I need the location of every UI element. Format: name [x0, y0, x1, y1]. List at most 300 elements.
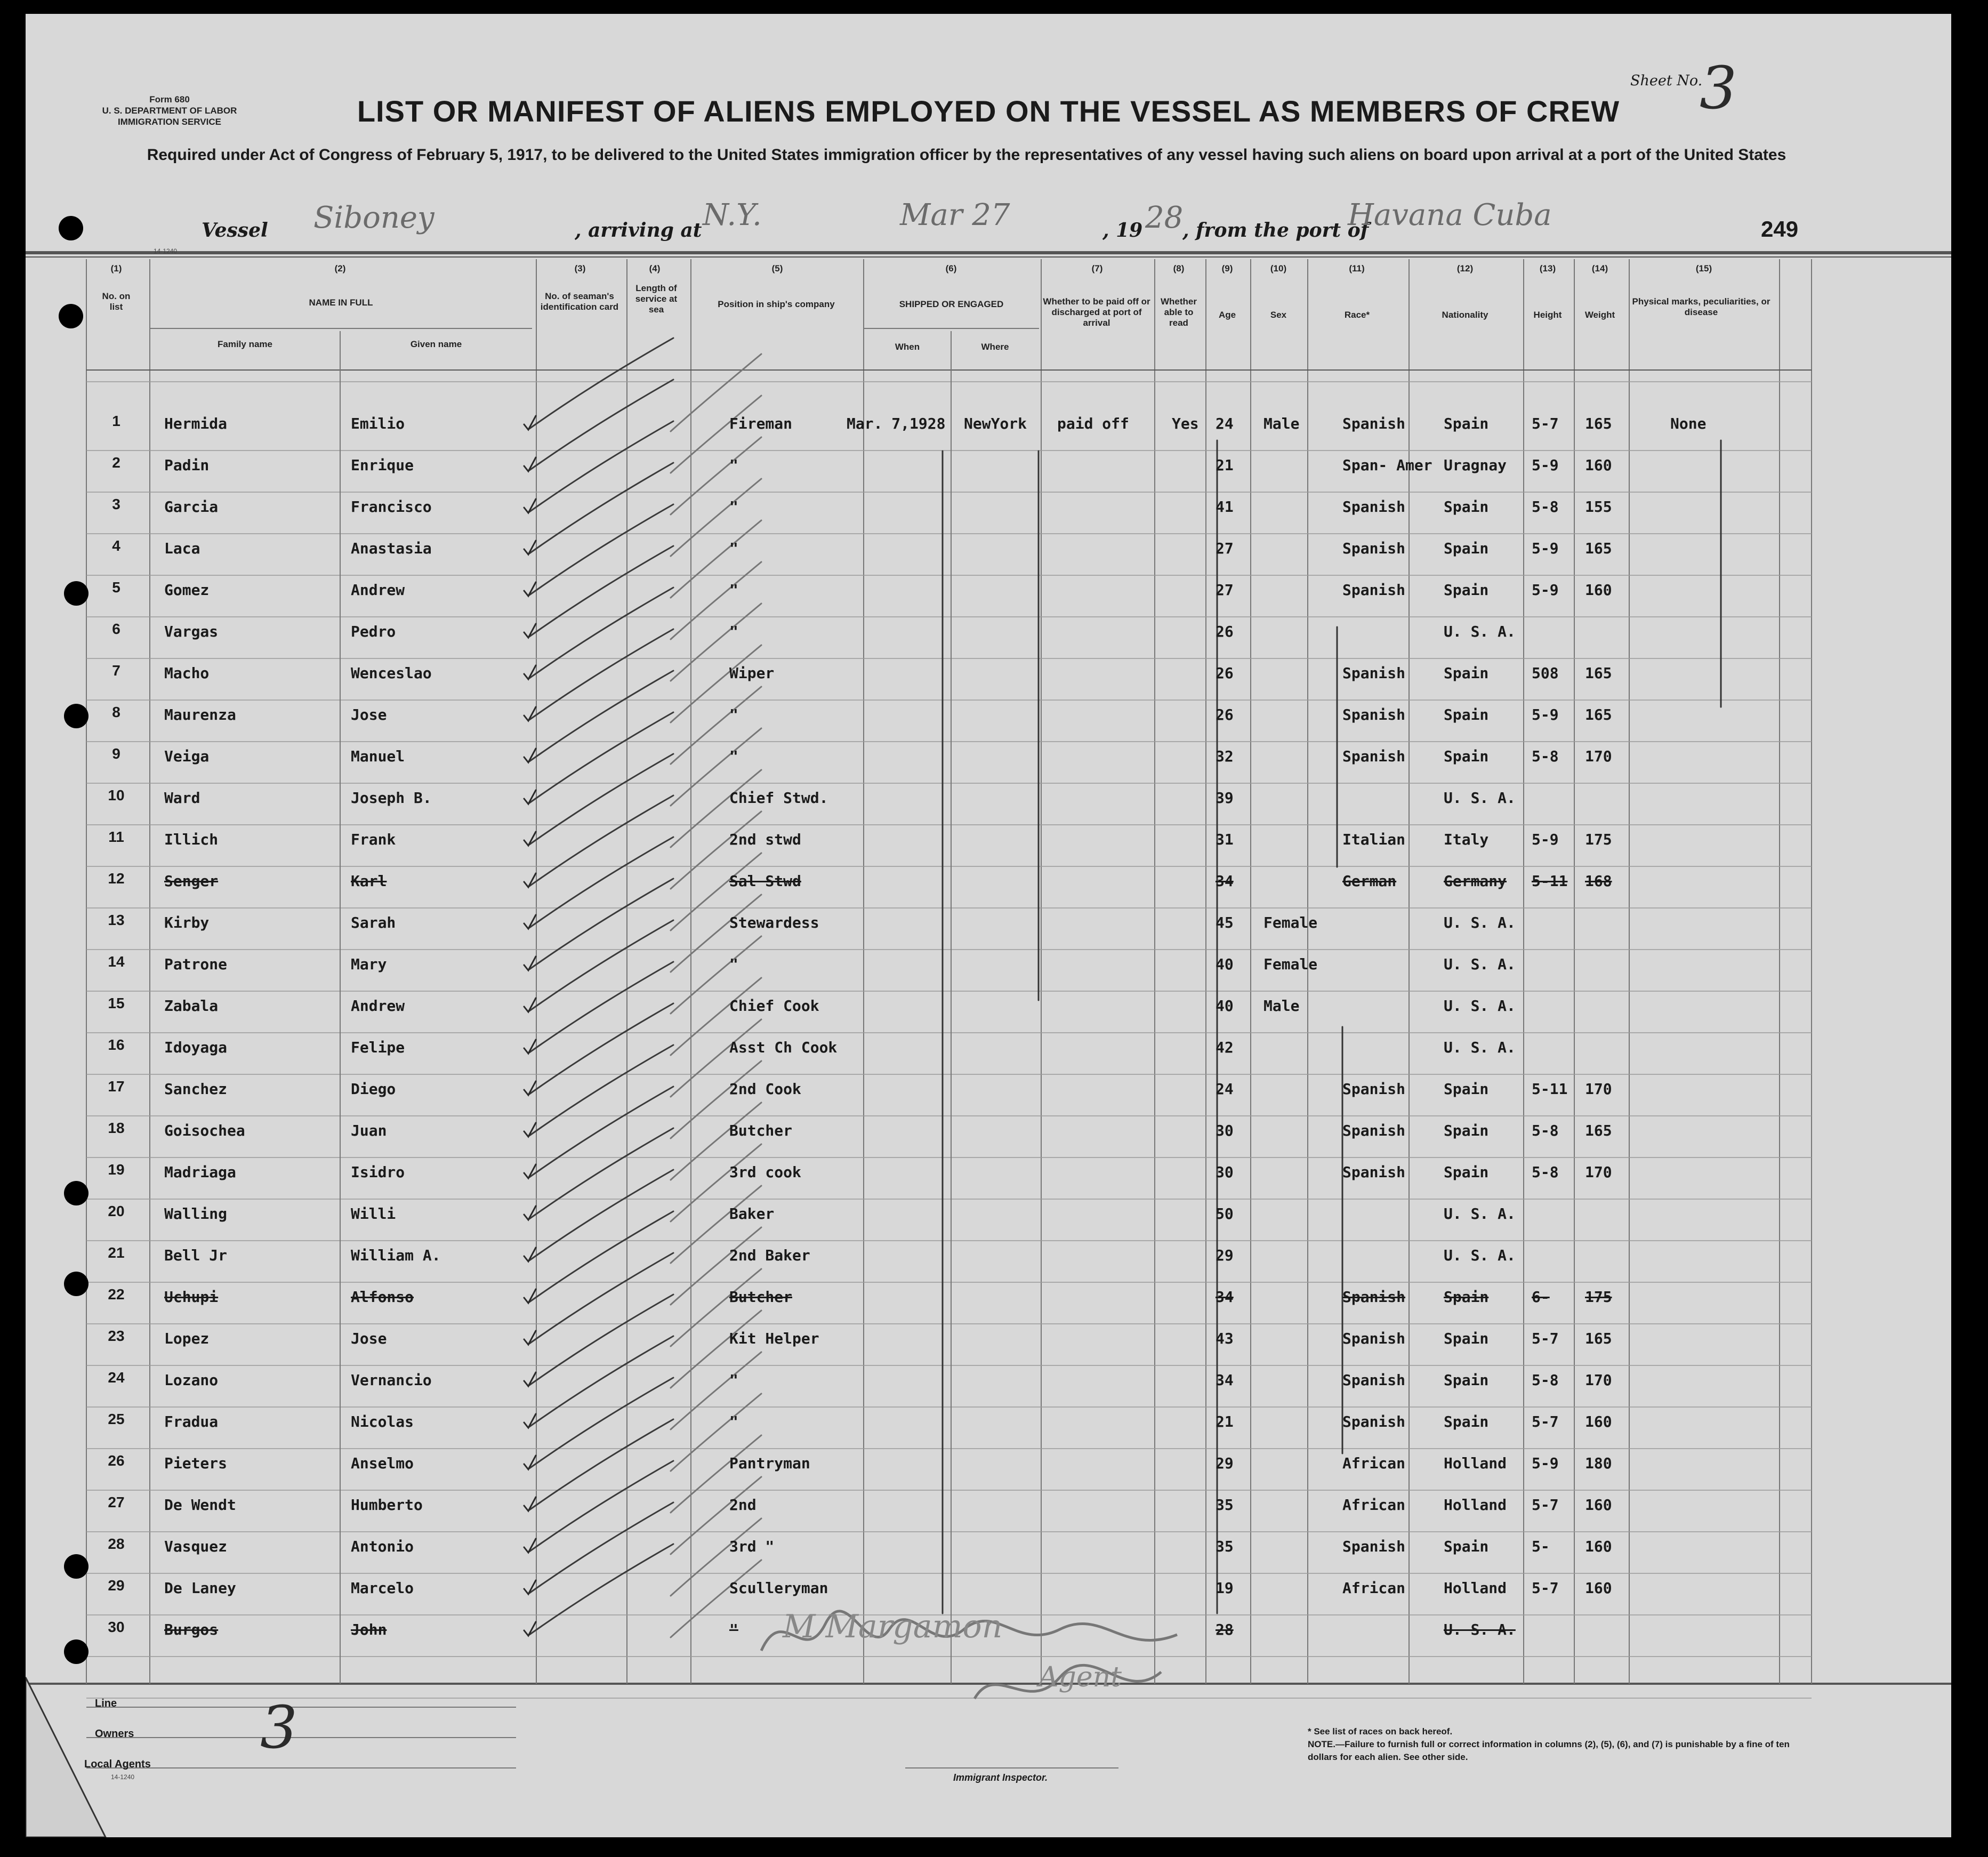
pencil-stroke — [671, 396, 761, 473]
cell-given-name: Wenceslao — [351, 664, 432, 682]
cell-race: Spanish — [1342, 1288, 1406, 1306]
pencil-stroke — [671, 520, 761, 598]
cell-height: 5-9 — [1532, 456, 1559, 474]
pencil-stroke — [671, 687, 761, 764]
cell-nationality: Spain — [1444, 1163, 1489, 1181]
cell-given-name: Mary — [351, 955, 387, 973]
check-mark — [524, 582, 536, 596]
cell-given-name: Andrew — [351, 997, 405, 1015]
row-number: 16 — [108, 1036, 125, 1053]
cell-nationality: U. S. A. — [1444, 623, 1516, 640]
cell-race: Spanish — [1342, 1413, 1406, 1430]
cell-position: 2nd stwd — [729, 831, 801, 848]
header-seaman-card: No. of seaman's identification card — [540, 291, 619, 312]
cell-given-name: Francisco — [351, 498, 432, 516]
cell-family-name: Vargas — [164, 623, 219, 640]
cell-nationality: Uragnay — [1444, 456, 1507, 474]
cell-age: 24 — [1216, 415, 1234, 432]
cell-position: Sal Stwd — [729, 872, 801, 890]
cell-position: Pantryman — [729, 1454, 810, 1472]
check-mark — [524, 1580, 536, 1594]
cell-height: 5-9 — [1532, 706, 1559, 723]
row-number: 21 — [108, 1244, 125, 1261]
row-number: 10 — [108, 787, 125, 803]
check-mark — [524, 832, 536, 846]
cell-family-name: Burgos — [164, 1621, 219, 1638]
row-number: 8 — [112, 704, 120, 720]
check-mark — [524, 790, 536, 804]
pencil-stroke — [671, 645, 761, 722]
check-mark — [524, 1539, 536, 1553]
cell-race: Spanish — [1342, 706, 1406, 723]
cell-age: 34 — [1216, 1371, 1234, 1389]
cell-age: 42 — [1216, 1039, 1234, 1056]
cell-given-name: Frank — [351, 831, 396, 848]
cell-given-name: Enrique — [351, 456, 414, 474]
cell-given-name: Isidro — [351, 1163, 405, 1181]
cell-family-name: Laca — [164, 540, 200, 557]
agent-signature-title: Agent — [1039, 1661, 1122, 1693]
pencil-stroke — [529, 463, 673, 553]
cell-given-name: Humberto — [351, 1496, 423, 1514]
cell-nationality: U. S. A. — [1444, 997, 1516, 1015]
cell-age: 31 — [1216, 831, 1234, 848]
check-mark — [524, 1123, 536, 1137]
cell-given-name: William A. — [351, 1247, 441, 1264]
cell-age: 45 — [1216, 914, 1234, 931]
row-number: 4 — [112, 537, 120, 554]
note-text: —Failure to furnish full or correct information in columns (2), (5), (6), and (7) is punishable by a fine of ten dollars for each alien. See other side. — [1308, 1739, 1790, 1762]
check-mark — [524, 873, 536, 887]
vessel-label: Vessel — [202, 219, 268, 242]
cell-age: 30 — [1216, 1122, 1234, 1139]
punch-hole — [64, 1181, 88, 1205]
immigrant-inspector-label: Immigrant Inspector. — [953, 1772, 1048, 1783]
column-number: (5) — [771, 263, 783, 274]
punch-hole — [59, 216, 83, 240]
cell-nationality: Spain — [1444, 498, 1489, 516]
header-age: Age — [1218, 310, 1236, 320]
check-mark — [524, 1164, 536, 1178]
cell-family-name: Padin — [164, 456, 210, 474]
cell-weight: 170 — [1585, 1371, 1612, 1389]
cell-nationality: Spain — [1444, 415, 1489, 432]
cell-race: Spanish — [1342, 540, 1406, 557]
cell-age: 26 — [1216, 623, 1234, 640]
page-subtitle: Required under Act of Congress of February 5, 1917, to be delivered to the United States immigration officer by the representatives of any vessel having such aliens on board upon arrival at a port of the United States — [147, 146, 1786, 164]
cell-given-name: Willi — [351, 1205, 396, 1223]
cell-family-name: Hermida — [164, 415, 228, 432]
cell-position: Asst Ch Cook — [729, 1039, 838, 1056]
pencil-stroke — [529, 588, 673, 678]
manifest-sheet — [26, 14, 1951, 1837]
punch-hole — [59, 304, 83, 328]
column-number: (10) — [1270, 263, 1287, 274]
row-number: 23 — [108, 1328, 125, 1344]
check-mark — [524, 1414, 536, 1428]
arrival-date: Mar 27 — [900, 198, 1010, 232]
cell-race: African — [1342, 1454, 1406, 1472]
cell-given-name: Andrew — [351, 581, 405, 599]
arriving-port: N.Y. — [703, 198, 762, 232]
folded-corner — [26, 1677, 106, 1837]
cell-race: Spanish — [1342, 1163, 1406, 1181]
cell-family-name: Uchupi — [164, 1288, 219, 1306]
pencil-stroke — [529, 962, 673, 1052]
cell-age: 26 — [1216, 706, 1234, 723]
check-mark — [524, 457, 536, 471]
pencil-stroke — [529, 338, 673, 429]
column-number: (3) — [574, 263, 586, 274]
cell-family-name: Lopez — [164, 1330, 210, 1347]
row-number: 22 — [108, 1286, 125, 1303]
column-number: (1) — [110, 263, 122, 274]
cell-weight: 170 — [1585, 1163, 1612, 1181]
cell-nationality: U. S. A. — [1444, 1205, 1516, 1223]
cell-age: 24 — [1216, 1080, 1234, 1098]
pencil-stroke — [529, 546, 673, 637]
cell-given-name: Jose — [351, 1330, 387, 1347]
cell-position: 3rd cook — [729, 1163, 801, 1181]
header-paid-off: Whether to be paid off or discharged at port of arrival — [1043, 296, 1150, 328]
pencil-stroke — [529, 1419, 673, 1510]
page-title: LIST OR MANIFEST OF ALIENS EMPLOYED ON THE VESSEL AS MEMBERS OF CREW — [357, 94, 1620, 128]
row-number: 30 — [108, 1619, 125, 1635]
cell-nationality: U. S. A. — [1444, 1039, 1516, 1056]
cell-weight: 165 — [1585, 540, 1612, 557]
cell-nationality: Spain — [1444, 1330, 1489, 1347]
header-weight: Weight — [1584, 310, 1615, 320]
check-mark — [524, 1456, 536, 1469]
cell-nationality: Spain — [1444, 1080, 1489, 1098]
pencil-stroke — [529, 1003, 673, 1094]
column-number: (11) — [1349, 263, 1365, 274]
cell-height: 5-8 — [1532, 747, 1559, 765]
punch-hole — [64, 1554, 88, 1579]
cell-position: 2nd Baker — [729, 1247, 810, 1264]
cell-height: 5- — [1532, 1538, 1550, 1555]
cell-race: Spanish — [1342, 1080, 1406, 1098]
check-mark — [524, 707, 536, 721]
cell-height: 5-8 — [1532, 1122, 1559, 1139]
check-mark — [524, 624, 536, 638]
cell-family-name: Pieters — [164, 1454, 228, 1472]
pencil-stroke — [529, 671, 673, 761]
cell-given-name: Marcelo — [351, 1579, 414, 1597]
cell-height: 5-7 — [1532, 1330, 1559, 1347]
cell-weight: 160 — [1585, 1579, 1612, 1597]
check-mark — [524, 1622, 536, 1636]
cell-family-name: Goisochea — [164, 1122, 245, 1139]
pencil-stroke — [529, 1128, 673, 1219]
cell-age: 39 — [1216, 789, 1234, 807]
pencil-stroke — [671, 479, 761, 556]
cell-height: 5-7 — [1532, 1496, 1559, 1514]
cell-race: African — [1342, 1496, 1406, 1514]
cell-family-name: Fradua — [164, 1413, 219, 1430]
cell-family-name: Veiga — [164, 747, 210, 765]
row-number: 24 — [108, 1369, 125, 1386]
check-mark — [524, 665, 536, 679]
check-mark — [524, 1040, 536, 1054]
cell-nationality: Spain — [1444, 1371, 1489, 1389]
check-mark — [524, 1206, 536, 1220]
header-name-in-full: NAME IN FULL — [309, 298, 373, 308]
pencil-stroke — [529, 629, 673, 720]
cell-position: Stewardess — [729, 914, 819, 931]
cell-position: " — [729, 581, 738, 599]
cell-height: 5-9 — [1532, 831, 1559, 848]
cell-position: Baker — [729, 1205, 775, 1223]
cell-age: 40 — [1216, 955, 1234, 973]
cell-height: 5-7 — [1532, 1579, 1559, 1597]
cell-age: 41 — [1216, 498, 1234, 516]
cell-weight: 160 — [1585, 456, 1612, 474]
from-port-label: , from the port of — [1182, 219, 1369, 242]
cell-position: 2nd Cook — [729, 1080, 801, 1098]
punch-hole — [64, 704, 88, 728]
pencil-stroke — [529, 795, 673, 886]
form-code-top: 14-1240 — [154, 247, 178, 255]
row-number: 19 — [108, 1161, 125, 1178]
column-number: (15) — [1695, 263, 1712, 274]
punch-hole — [64, 1272, 88, 1296]
cell-age: 34 — [1216, 872, 1234, 890]
column-number: (14) — [1591, 263, 1608, 274]
cell-nationality: Spain — [1444, 1538, 1489, 1555]
pencil-stroke — [529, 1336, 673, 1427]
pencil-stroke — [529, 1170, 673, 1260]
header-able-read: Whether able to read — [1161, 296, 1197, 328]
cell-nationality: U. S. A. — [1444, 914, 1516, 931]
cell-nationality: U. S. A. — [1444, 789, 1516, 807]
cell-given-name: Alfonso — [351, 1288, 414, 1306]
pencil-stroke — [529, 754, 673, 845]
cell-race: Italian — [1342, 831, 1406, 848]
pencil-stroke — [529, 1211, 673, 1302]
cell-family-name: De Wendt — [164, 1496, 236, 1514]
header-no-on-list: No. on list — [102, 291, 131, 312]
header-shipped-engaged: SHIPPED OR ENGAGED — [899, 299, 1004, 309]
row-number: 15 — [108, 995, 125, 1011]
column-number: (9) — [1221, 263, 1233, 274]
cell-race: African — [1342, 1579, 1406, 1597]
cell-height: 5-11 — [1532, 1080, 1568, 1098]
cell-paid-off: paid off — [1057, 415, 1129, 432]
cell-weight: 170 — [1585, 1080, 1612, 1098]
pencil-stroke — [671, 1311, 761, 1388]
pencil-stroke — [671, 1560, 761, 1637]
row-number: 27 — [108, 1494, 125, 1510]
cell-race: Span- Amer — [1342, 456, 1432, 474]
races-note: * See list of races on back hereof. — [1308, 1726, 1453, 1737]
pencil-stroke — [529, 1502, 673, 1593]
cell-family-name: Illich — [164, 831, 219, 848]
punch-hole — [64, 581, 88, 606]
row-number: 14 — [108, 953, 125, 970]
cell-height: 5-7 — [1532, 1413, 1559, 1430]
cell-nationality: Spain — [1444, 581, 1489, 599]
row-number: 29 — [108, 1577, 125, 1594]
cell-height: 5-9 — [1532, 540, 1559, 557]
pencil-stroke — [529, 920, 673, 1011]
cell-age: 21 — [1216, 1413, 1234, 1430]
check-mark — [524, 998, 536, 1012]
cell-height: 5-7 — [1532, 415, 1559, 432]
check-mark — [524, 915, 536, 929]
row-number: 6 — [112, 621, 120, 637]
check-mark — [524, 499, 536, 513]
check-mark — [524, 1497, 536, 1511]
cell-age: 19 — [1216, 1579, 1234, 1597]
cell-nationality: Spain — [1444, 1122, 1489, 1139]
cell-given-name: Joseph B. — [351, 789, 432, 807]
cell-age: 29 — [1216, 1454, 1234, 1472]
cell-family-name: Vasquez — [164, 1538, 228, 1555]
cell-position: Chief Cook — [729, 997, 819, 1015]
row-number: 28 — [108, 1536, 125, 1552]
pencil-stroke — [529, 504, 673, 595]
sheet-number-value: 3 — [1700, 54, 1737, 122]
cell-age: 26 — [1216, 664, 1234, 682]
cell-age: 29 — [1216, 1247, 1234, 1264]
cell-age: 27 — [1216, 540, 1234, 557]
cell-race: German — [1342, 872, 1397, 890]
cell-age: 50 — [1216, 1205, 1234, 1223]
check-mark — [524, 541, 536, 554]
cell-height: 5-11 — [1532, 872, 1568, 890]
cell-age: 32 — [1216, 747, 1234, 765]
row-number: 26 — [108, 1452, 125, 1469]
cell-weight: 165 — [1585, 415, 1612, 432]
check-mark — [524, 1289, 536, 1303]
cell-age: 35 — [1216, 1538, 1234, 1555]
row-number: 1 — [112, 413, 120, 429]
cell-family-name: Senger — [164, 872, 219, 890]
cell-position: 2nd — [729, 1496, 756, 1514]
cell-race: Spanish — [1342, 581, 1406, 599]
pencil-stroke — [529, 837, 673, 928]
fine-note — [1308, 1738, 1820, 1764]
stamp-number: 249 — [1761, 216, 1799, 242]
cell-race: Spanish — [1342, 1371, 1406, 1389]
row-number: 9 — [112, 745, 120, 762]
vessel-name: Siboney — [313, 200, 434, 235]
check-mark — [524, 1081, 536, 1095]
cell-nationality: U. S. A. — [1444, 1247, 1516, 1264]
cell-sex: Male — [1263, 997, 1300, 1015]
cell-nationality: Italy — [1444, 831, 1489, 848]
cell-position: Fireman — [729, 415, 793, 432]
header-family-name: Family name — [218, 339, 272, 349]
pencil-stroke — [529, 1295, 673, 1385]
cell-age: 35 — [1216, 1496, 1234, 1514]
cell-race: Spanish — [1342, 1538, 1406, 1555]
cell-family-name: Lozano — [164, 1371, 219, 1389]
cell-age: 40 — [1216, 997, 1234, 1015]
cell-given-name: Manuel — [351, 747, 405, 765]
row-number: 2 — [112, 454, 120, 471]
note-label: NOTE. — [1308, 1739, 1335, 1749]
column-number: (2) — [334, 263, 346, 274]
cell-family-name: Zabala — [164, 997, 219, 1015]
header-position: Position in ship's company — [718, 299, 835, 309]
arrival-year: 28 — [1145, 200, 1184, 235]
footer-handwritten-number: 3 — [260, 1693, 297, 1762]
footer-agents-label: Local Agents — [84, 1758, 151, 1770]
cell-family-name: Kirby — [164, 914, 210, 931]
cell-given-name: Sarah — [351, 914, 396, 931]
cell-given-name: Diego — [351, 1080, 396, 1098]
cell-family-name: Walling — [164, 1205, 228, 1223]
column-number: (7) — [1091, 263, 1103, 274]
cell-age: 43 — [1216, 1330, 1234, 1347]
header-given-name: Given name — [410, 339, 462, 349]
cell-weight: 165 — [1585, 664, 1612, 682]
form-number: Form 680 — [149, 94, 190, 104]
cell-family-name: Madriaga — [164, 1163, 236, 1181]
cell-race: Spanish — [1342, 664, 1406, 682]
cell-weight: 180 — [1585, 1454, 1612, 1472]
cell-age: 27 — [1216, 581, 1234, 599]
cell-nationality: Germany — [1444, 872, 1507, 890]
cell-position: " — [729, 1621, 738, 1638]
cell-race: Spanish — [1342, 415, 1406, 432]
cell-position: " — [729, 456, 738, 474]
row-number: 3 — [112, 496, 120, 512]
cell-family-name: Garcia — [164, 498, 219, 516]
cell-weight: 160 — [1585, 1496, 1612, 1514]
cell-physical-marks: None — [1670, 415, 1707, 432]
row-number: 7 — [112, 662, 120, 679]
cell-age: 21 — [1216, 456, 1234, 474]
service-name: IMMIGRATION SERVICE — [118, 117, 221, 127]
pencil-stroke — [529, 1378, 673, 1468]
row-number: 5 — [112, 579, 120, 596]
cell-family-name: Patrone — [164, 955, 228, 973]
sheet-number-label: Sheet No. — [1630, 73, 1703, 89]
cell-given-name: Vernancio — [351, 1371, 432, 1389]
cell-weight: 165 — [1585, 706, 1612, 723]
form-code-bottom: 14-1240 — [111, 1773, 135, 1781]
cell-able-to-read: Yes — [1172, 415, 1199, 432]
arriving-label: , arriving at — [575, 219, 702, 242]
cell-position: " — [729, 540, 738, 557]
check-mark — [524, 956, 536, 970]
cell-weight: 160 — [1585, 1413, 1612, 1430]
cell-family-name: Idoyaga — [164, 1039, 228, 1056]
cell-sex: Female — [1263, 955, 1318, 973]
cell-race: Spanish — [1342, 498, 1406, 516]
cell-position: Butcher — [729, 1288, 793, 1306]
pencil-stroke — [529, 1461, 673, 1551]
cell-position: " — [729, 1371, 738, 1389]
cell-nationality: U. S. A. — [1444, 1621, 1516, 1638]
cell-nationality: Spain — [1444, 706, 1489, 723]
row-number: 13 — [108, 912, 125, 928]
cell-nationality: Spain — [1444, 1288, 1489, 1306]
check-mark — [524, 1331, 536, 1345]
row-number: 25 — [108, 1411, 125, 1427]
pencil-stroke — [671, 437, 761, 515]
column-number: (6) — [945, 263, 957, 274]
cell-position: " — [729, 498, 738, 516]
cell-race: Spanish — [1342, 1330, 1406, 1347]
cell-shipped-when: Mar. 7,1928 — [847, 415, 946, 432]
header-physical-marks: Physical marks, peculiarities, or disease — [1632, 296, 1770, 317]
footer-owners-label: Owners — [95, 1728, 134, 1740]
pencil-stroke — [529, 1045, 673, 1136]
